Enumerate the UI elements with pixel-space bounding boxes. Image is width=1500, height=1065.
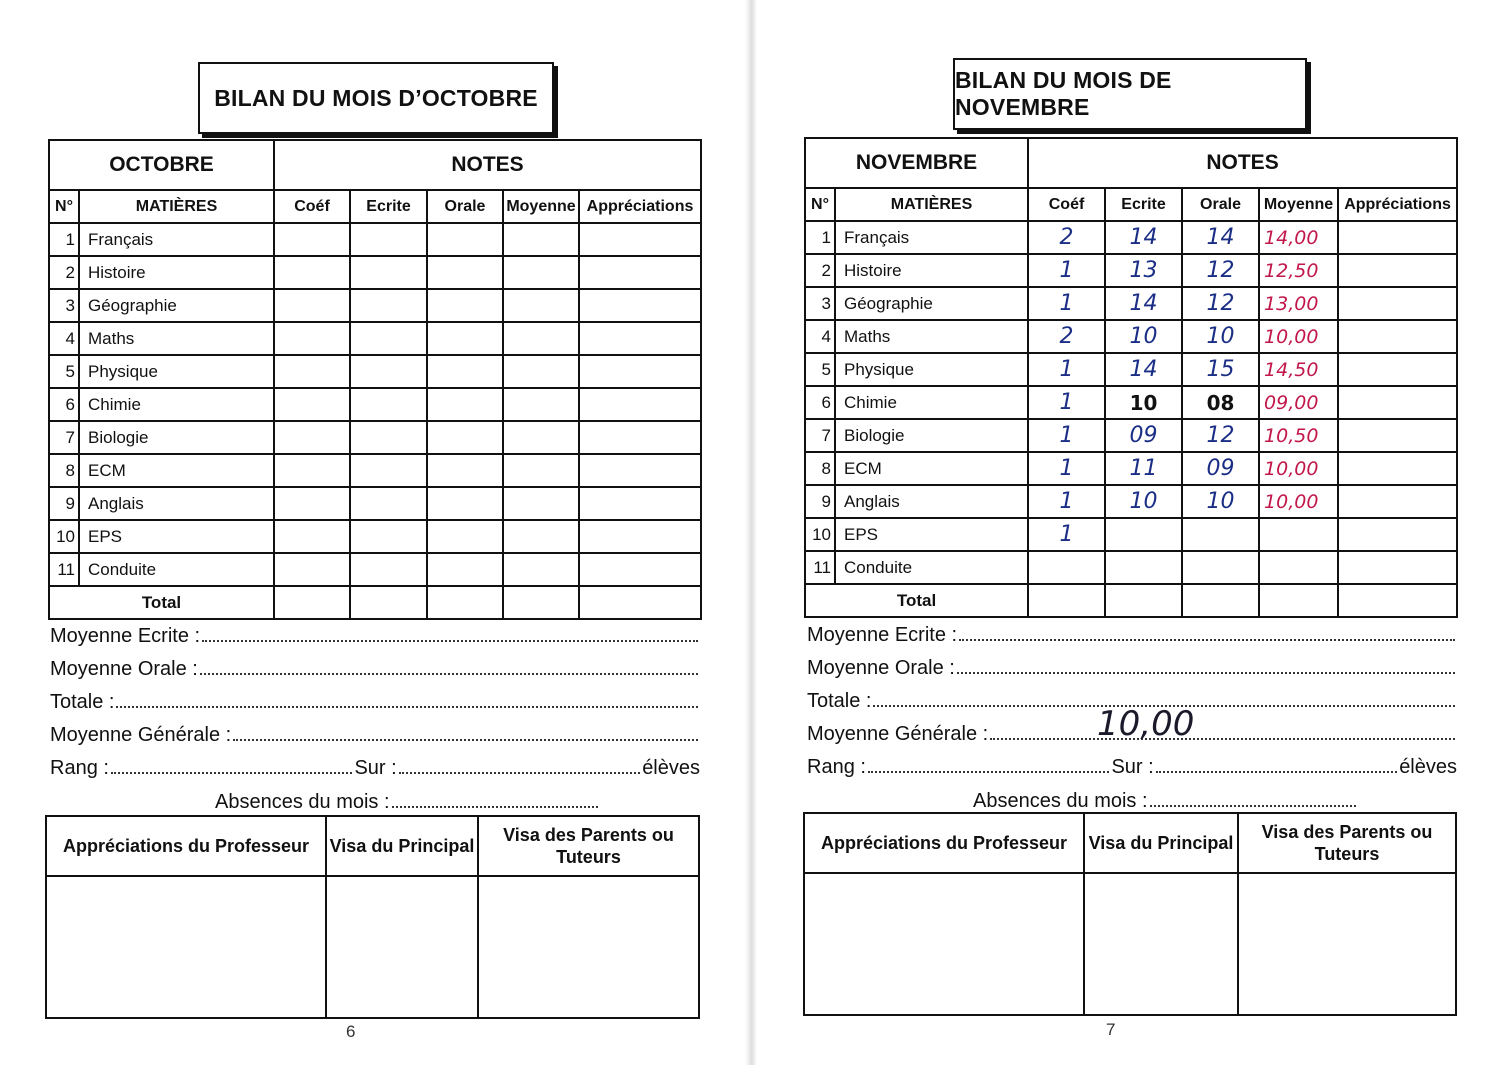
ecrite-cell[interactable]: 13 xyxy=(1105,254,1182,287)
row-number: 8 xyxy=(49,454,79,487)
table-row xyxy=(49,223,701,256)
coef-cell[interactable]: 1 xyxy=(1028,254,1105,287)
moyenne-orale-field[interactable] xyxy=(957,658,1455,674)
left-page-title: BILAN DU MOIS D’OCTOBRE xyxy=(198,62,554,134)
total-coef[interactable] xyxy=(274,586,350,619)
rang-line xyxy=(50,757,700,780)
coef-cell[interactable] xyxy=(274,289,350,322)
sur-field[interactable] xyxy=(399,758,641,774)
moyenne-ecrite-line xyxy=(807,624,1457,647)
moyenne-cell[interactable] xyxy=(503,388,579,421)
appreciation-cell[interactable] xyxy=(579,388,701,421)
appreciation-cell[interactable] xyxy=(579,421,701,454)
orale-cell[interactable] xyxy=(427,520,503,553)
moyenne-generale-handwritten: 10,00 xyxy=(1097,704,1195,744)
row-number: 3 xyxy=(49,289,79,322)
table-row xyxy=(805,287,1457,320)
col-orale: Orale xyxy=(1182,188,1259,221)
coef-cell[interactable]: 1 xyxy=(1028,419,1105,452)
ecrite-cell[interactable] xyxy=(350,355,427,388)
total-label: Total xyxy=(805,584,1028,617)
appreciation-cell[interactable] xyxy=(1338,452,1457,485)
parents-visa-box[interactable] xyxy=(1238,873,1456,1015)
table-row xyxy=(49,553,701,586)
table-row xyxy=(805,452,1457,485)
total-coef[interactable] xyxy=(1028,584,1105,617)
right-page xyxy=(757,0,1500,1065)
row-number: 9 xyxy=(805,485,835,518)
row-number: 9 xyxy=(49,487,79,520)
coef-cell[interactable]: 1 xyxy=(1028,518,1105,551)
coef-cell[interactable] xyxy=(274,256,350,289)
principal-visa-header: Visa du Principal xyxy=(326,816,478,876)
ecrite-cell[interactable] xyxy=(350,520,427,553)
total-appreciation[interactable] xyxy=(1338,584,1457,617)
moyenne-cell[interactable] xyxy=(503,520,579,553)
moyenne-cell[interactable] xyxy=(503,487,579,520)
moyenne-generale-line xyxy=(50,724,700,747)
appreciation-cell[interactable] xyxy=(1338,353,1457,386)
coef-cell[interactable]: 1 xyxy=(1028,485,1105,518)
table-row xyxy=(805,353,1457,386)
orale-cell[interactable]: 12 xyxy=(1182,287,1259,320)
col-appreciations: Appréciations xyxy=(1338,188,1457,221)
appreciation-cell[interactable] xyxy=(579,355,701,388)
sur-field[interactable] xyxy=(1156,757,1398,773)
ecrite-cell[interactable] xyxy=(350,487,427,520)
moyenne-cell[interactable]: 12,50 xyxy=(1259,254,1338,287)
table-row xyxy=(49,421,701,454)
moyenne-cell[interactable]: 13,00 xyxy=(1259,287,1338,320)
orale-cell[interactable]: 10 xyxy=(1182,320,1259,353)
ecrite-cell[interactable]: 10 xyxy=(1105,386,1182,419)
total-orale[interactable] xyxy=(427,586,503,619)
appreciation-cell[interactable] xyxy=(1338,419,1457,452)
total-moyenne[interactable] xyxy=(503,586,579,619)
absences-label: Absences du mois : xyxy=(215,791,390,813)
orale-cell[interactable]: 12 xyxy=(1182,254,1259,287)
moyenne-ecrite-label: Moyenne Ecrite : xyxy=(807,624,958,646)
table-row xyxy=(49,256,701,289)
row-number: 1 xyxy=(49,223,79,256)
totale-label: Totale : xyxy=(807,690,872,712)
orale-cell[interactable]: 09 xyxy=(1182,452,1259,485)
left-grades-table xyxy=(48,139,702,620)
appreciation-cell[interactable] xyxy=(1338,518,1457,551)
col-appreciations: Appréciations xyxy=(579,190,701,223)
col-matieres: MATIÈRES xyxy=(79,190,274,223)
moyenne-cell[interactable]: 10,00 xyxy=(1259,485,1338,518)
row-number: 10 xyxy=(805,518,835,551)
month-header: NOVEMBRE xyxy=(805,138,1028,188)
coef-cell[interactable]: 1 xyxy=(1028,452,1105,485)
moyenne-orale-line xyxy=(50,658,700,681)
right-signature-table xyxy=(803,812,1457,1016)
absences-line xyxy=(215,791,600,814)
moyenne-orale-label: Moyenne Orale : xyxy=(807,657,955,679)
table-row xyxy=(805,320,1457,353)
appreciation-cell[interactable] xyxy=(1338,386,1457,419)
right-page-title: BILAN DU MOIS DE NOVEMBRE xyxy=(953,58,1307,130)
appreciation-cell[interactable] xyxy=(1338,287,1457,320)
ecrite-cell[interactable] xyxy=(350,223,427,256)
book-spine xyxy=(745,0,757,1065)
orale-cell[interactable] xyxy=(427,487,503,520)
coef-cell[interactable] xyxy=(274,355,350,388)
totale-label: Totale : xyxy=(50,691,115,713)
row-number: 4 xyxy=(805,320,835,353)
parents-visa-header: Visa des Parents ou Tuteurs xyxy=(478,816,699,876)
subject-name: Géographie xyxy=(79,289,274,322)
appreciation-cell[interactable] xyxy=(1338,254,1457,287)
coef-cell[interactable]: 1 xyxy=(1028,386,1105,419)
coef-cell[interactable]: 1 xyxy=(1028,287,1105,320)
ecrite-cell[interactable]: 14 xyxy=(1105,221,1182,254)
subject-name: ECM xyxy=(835,452,1028,485)
row-number: 2 xyxy=(49,256,79,289)
appreciation-cell[interactable] xyxy=(1338,221,1457,254)
ecrite-cell[interactable] xyxy=(350,454,427,487)
row-number: 6 xyxy=(805,386,835,419)
moyenne-cell[interactable]: 10,00 xyxy=(1259,452,1338,485)
moyenne-cell[interactable]: 09,00 xyxy=(1259,386,1338,419)
ecrite-cell[interactable] xyxy=(1105,551,1182,584)
moyenne-ecrite-field[interactable] xyxy=(959,625,1455,641)
row-number: 11 xyxy=(49,553,79,586)
orale-cell[interactable] xyxy=(427,454,503,487)
subject-name: Maths xyxy=(79,322,274,355)
table-row xyxy=(49,487,701,520)
moyenne-cell[interactable] xyxy=(503,223,579,256)
coef-cell[interactable]: 2 xyxy=(1028,221,1105,254)
col-n: N° xyxy=(805,188,835,221)
notes-header: NOTES xyxy=(274,140,701,190)
subject-name: Physique xyxy=(79,355,274,388)
orale-cell[interactable] xyxy=(1182,551,1259,584)
parents-visa-box[interactable] xyxy=(478,876,699,1018)
coef-cell[interactable] xyxy=(274,421,350,454)
coef-cell[interactable]: 2 xyxy=(1028,320,1105,353)
col-ecrite: Ecrite xyxy=(1105,188,1182,221)
row-number: 7 xyxy=(49,421,79,454)
row-number: 2 xyxy=(805,254,835,287)
orale-cell[interactable]: 14 xyxy=(1182,221,1259,254)
principal-visa-box[interactable] xyxy=(326,876,478,1018)
appreciation-cell[interactable] xyxy=(579,322,701,355)
row-number: 8 xyxy=(805,452,835,485)
subject-name: Maths xyxy=(835,320,1028,353)
col-ecrite: Ecrite xyxy=(350,190,427,223)
moyenne-generale-label: Moyenne Générale : xyxy=(807,723,989,745)
coef-cell[interactable] xyxy=(274,454,350,487)
ecrite-cell[interactable]: 09 xyxy=(1105,419,1182,452)
rang-label: Rang : xyxy=(50,757,109,779)
prof-appreciation-box[interactable] xyxy=(46,876,326,1018)
subject-name: Physique xyxy=(835,353,1028,386)
moyenne-cell[interactable]: 10,00 xyxy=(1259,320,1338,353)
principal-visa-box[interactable] xyxy=(1084,873,1238,1015)
subject-name: Chimie xyxy=(79,388,274,421)
orale-cell[interactable] xyxy=(427,553,503,586)
appreciation-cell[interactable] xyxy=(579,223,701,256)
row-number: 3 xyxy=(805,287,835,320)
col-n: N° xyxy=(49,190,79,223)
sur-label: Sur : xyxy=(354,757,397,779)
subject-name: Histoire xyxy=(835,254,1028,287)
ecrite-cell[interactable]: 10 xyxy=(1105,320,1182,353)
ecrite-cell[interactable] xyxy=(350,553,427,586)
subject-name: Français xyxy=(79,223,274,256)
subject-name: ECM xyxy=(79,454,274,487)
table-row xyxy=(805,518,1457,551)
moyenne-cell[interactable]: 14,50 xyxy=(1259,353,1338,386)
absences-label: Absences du mois : xyxy=(973,790,1148,812)
ecrite-cell[interactable] xyxy=(350,388,427,421)
orale-cell[interactable]: 12 xyxy=(1182,419,1259,452)
orale-cell[interactable]: 15 xyxy=(1182,353,1259,386)
total-label: Total xyxy=(49,586,274,619)
subject-name: EPS xyxy=(835,518,1028,551)
total-ecrite[interactable] xyxy=(350,586,427,619)
subject-name: Conduite xyxy=(79,553,274,586)
rang-field[interactable] xyxy=(868,757,1110,773)
subject-name: Conduite xyxy=(835,551,1028,584)
moyenne-cell[interactable] xyxy=(503,553,579,586)
moyenne-generale-field[interactable] xyxy=(990,724,1455,740)
sur-label: Sur : xyxy=(1111,756,1154,778)
rang-field[interactable] xyxy=(111,758,353,774)
row-number: 7 xyxy=(805,419,835,452)
col-matieres: MATIÈRES xyxy=(835,188,1028,221)
moyenne-cell[interactable] xyxy=(503,256,579,289)
subject-name: Géographie xyxy=(835,287,1028,320)
table-row xyxy=(49,355,701,388)
right-grades-table xyxy=(804,137,1458,618)
principal-visa-header: Visa du Principal xyxy=(1084,813,1238,873)
page-number: 7 xyxy=(1106,1020,1116,1039)
table-row xyxy=(49,289,701,322)
coef-cell[interactable] xyxy=(274,520,350,553)
absences-field[interactable] xyxy=(392,792,598,808)
table-row xyxy=(49,520,701,553)
subject-name: Biologie xyxy=(835,419,1028,452)
row-number: 6 xyxy=(49,388,79,421)
prof-appreciation-box[interactable] xyxy=(804,873,1084,1015)
row-number: 1 xyxy=(805,221,835,254)
moyenne-orale-field[interactable] xyxy=(200,659,698,675)
col-orale: Orale xyxy=(427,190,503,223)
col-moyenne: Moyenne xyxy=(503,190,579,223)
appreciation-cell[interactable] xyxy=(1338,320,1457,353)
coef-cell[interactable] xyxy=(274,487,350,520)
row-number: 4 xyxy=(49,322,79,355)
ecrite-cell[interactable]: 11 xyxy=(1105,452,1182,485)
orale-cell[interactable] xyxy=(427,322,503,355)
absences-field[interactable] xyxy=(1150,791,1356,807)
coef-cell[interactable] xyxy=(274,388,350,421)
totale-line xyxy=(50,691,700,714)
subject-name: Chimie xyxy=(835,386,1028,419)
appreciation-cell[interactable] xyxy=(579,454,701,487)
subject-name: Anglais xyxy=(835,485,1028,518)
rang-label: Rang : xyxy=(807,756,866,778)
page-number: 6 xyxy=(346,1022,356,1041)
moyenne-cell[interactable] xyxy=(1259,551,1338,584)
prof-appreciation-header: Appréciations du Professeur xyxy=(46,816,326,876)
appreciation-cell[interactable] xyxy=(1338,485,1457,518)
row-number: 10 xyxy=(49,520,79,553)
orale-cell[interactable] xyxy=(427,421,503,454)
table-row xyxy=(805,551,1457,584)
month-header: OCTOBRE xyxy=(49,140,274,190)
ecrite-cell[interactable] xyxy=(350,289,427,322)
ecrite-cell[interactable] xyxy=(350,421,427,454)
total-appreciation[interactable] xyxy=(579,586,701,619)
ecrite-cell[interactable] xyxy=(350,322,427,355)
table-row xyxy=(805,221,1457,254)
moyenne-cell[interactable] xyxy=(503,289,579,322)
ecrite-cell[interactable] xyxy=(350,256,427,289)
ecrite-cell[interactable] xyxy=(1105,518,1182,551)
orale-cell[interactable] xyxy=(1182,518,1259,551)
moyenne-cell[interactable]: 10,50 xyxy=(1259,419,1338,452)
table-row xyxy=(49,322,701,355)
subject-name: Anglais xyxy=(79,487,274,520)
orale-cell[interactable]: 10 xyxy=(1182,485,1259,518)
parents-visa-header: Visa des Parents ou Tuteurs xyxy=(1238,813,1456,873)
moyenne-ecrite-label: Moyenne Ecrite : xyxy=(50,625,201,647)
left-page xyxy=(0,0,745,1065)
subject-name: Français xyxy=(835,221,1028,254)
table-row xyxy=(805,419,1457,452)
eleves-label: élèves xyxy=(1399,756,1457,778)
moyenne-cell[interactable] xyxy=(1259,518,1338,551)
ecrite-cell[interactable]: 10 xyxy=(1105,485,1182,518)
moyenne-ecrite-line xyxy=(50,625,700,648)
rang-line xyxy=(807,756,1457,779)
table-row xyxy=(805,386,1457,419)
orale-cell[interactable] xyxy=(427,256,503,289)
moyenne-cell[interactable]: 14,00 xyxy=(1259,221,1338,254)
table-row xyxy=(49,388,701,421)
coef-cell[interactable] xyxy=(1028,551,1105,584)
subject-name: EPS xyxy=(79,520,274,553)
appreciation-cell[interactable] xyxy=(1338,551,1457,584)
moyenne-cell[interactable] xyxy=(503,421,579,454)
col-coef: Coéf xyxy=(1028,188,1105,221)
appreciation-cell[interactable] xyxy=(579,289,701,322)
appreciation-cell[interactable] xyxy=(579,256,701,289)
col-moyenne: Moyenne xyxy=(1259,188,1338,221)
moyenne-ecrite-field[interactable] xyxy=(202,626,698,642)
col-coef: Coéf xyxy=(274,190,350,223)
ecrite-cell[interactable]: 14 xyxy=(1105,353,1182,386)
moyenne-orale-line xyxy=(807,657,1457,680)
moyenne-cell[interactable] xyxy=(503,355,579,388)
row-number: 5 xyxy=(49,355,79,388)
eleves-label: élèves xyxy=(642,757,700,779)
total-moyenne[interactable] xyxy=(1259,584,1338,617)
orale-cell[interactable] xyxy=(427,388,503,421)
row-number: 5 xyxy=(805,353,835,386)
total-orale[interactable] xyxy=(1182,584,1259,617)
table-row xyxy=(805,254,1457,287)
moyenne-orale-label: Moyenne Orale : xyxy=(50,658,198,680)
moyenne-cell[interactable] xyxy=(503,454,579,487)
coef-cell[interactable] xyxy=(274,223,350,256)
coef-cell[interactable] xyxy=(274,322,350,355)
orale-cell[interactable] xyxy=(427,289,503,322)
ecrite-cell[interactable]: 14 xyxy=(1105,287,1182,320)
appreciation-cell[interactable] xyxy=(579,553,701,586)
table-row xyxy=(805,485,1457,518)
orale-cell[interactable]: 08 xyxy=(1182,386,1259,419)
coef-cell[interactable]: 1 xyxy=(1028,353,1105,386)
orale-cell[interactable] xyxy=(427,355,503,388)
row-number: 11 xyxy=(805,551,835,584)
absences-line xyxy=(973,790,1358,813)
moyenne-cell[interactable] xyxy=(503,322,579,355)
subject-name: Histoire xyxy=(79,256,274,289)
left-signature-table xyxy=(45,815,700,1019)
appreciation-cell[interactable] xyxy=(579,487,701,520)
orale-cell[interactable] xyxy=(427,223,503,256)
notes-header: NOTES xyxy=(1028,138,1457,188)
moyenne-generale-label: Moyenne Générale : xyxy=(50,724,232,746)
totale-field[interactable] xyxy=(116,692,698,708)
table-row xyxy=(49,454,701,487)
appreciation-cell[interactable] xyxy=(579,520,701,553)
coef-cell[interactable] xyxy=(274,553,350,586)
moyenne-generale-field[interactable] xyxy=(233,725,698,741)
subject-name: Biologie xyxy=(79,421,274,454)
prof-appreciation-header: Appréciations du Professeur xyxy=(804,813,1084,873)
total-ecrite[interactable] xyxy=(1105,584,1182,617)
